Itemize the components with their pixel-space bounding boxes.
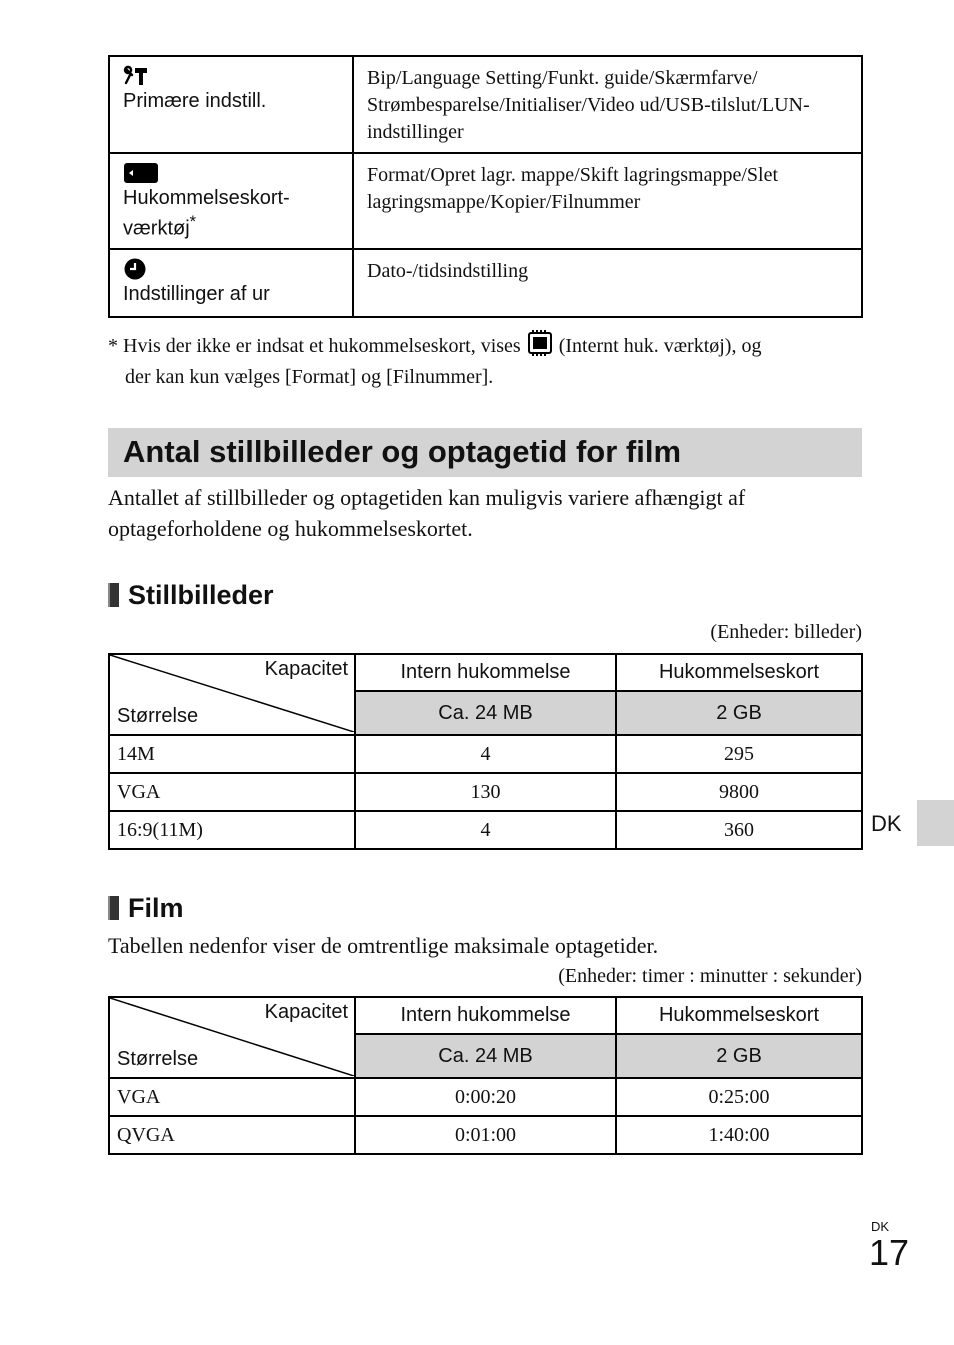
memory-card-icon [123,162,340,184]
table-header-row [109,997,862,1034]
corner-header-cell [109,654,355,735]
section-header-bar [108,428,862,477]
table-row [109,249,862,317]
table-row [109,1078,862,1116]
column-subheader-card: 2 GB [616,1034,862,1078]
column-header-card: Hukommelseskort [616,997,862,1034]
table-row [109,153,862,249]
film-units: (Enheder: timer : minutter : sekunder) [558,965,862,987]
section-title: Antal stillbilleder og optagetid for film [123,434,682,469]
column-header-internal: Intern hukommelse [355,654,616,691]
settings-category-cell [109,153,353,249]
column-subheader-card: 2 GB [616,691,862,735]
page-language-label: DK [871,1219,890,1234]
stills-units: (Enheder: billeder) [710,621,862,643]
card-cell: 295 [616,735,862,773]
internal-cell: 0:00:20 [355,1078,616,1116]
language-side-tab [917,800,954,846]
footnote-marker: * [189,212,197,231]
column-header-card: Hukommelseskort [616,654,862,691]
settings-category-cell [109,249,353,317]
heading-marker [108,583,119,607]
corner-top-label: Kapacitet [264,1001,348,1023]
column-subheader-internal: Ca. 24 MB [355,691,616,735]
heading-marker [108,896,119,920]
corner-header-cell [109,997,355,1078]
stills-heading [108,579,274,611]
stills-heading-text: Stillbilleder [128,580,274,610]
size-cell: QVGA [109,1116,355,1154]
internal-cell: 4 [355,735,616,773]
table-row [109,811,862,849]
internal-cell: 0:01:00 [355,1116,616,1154]
film-heading-text: Film [128,893,184,923]
settings-category-label: Hukommelseskort-værktøj [123,187,290,240]
internal-cell: 130 [355,773,616,811]
corner-top-label: Kapacitet [264,658,348,680]
footnote-text: * Hvis der ikke er indsat et hukommelseskort, vises [108,335,521,357]
card-cell: 0:25:00 [616,1078,862,1116]
card-cell: 360 [616,811,862,849]
settings-category-cell [109,56,353,153]
page-number: 17 [869,1232,910,1273]
footnote [108,330,868,391]
card-cell: 1:40:00 [616,1116,862,1154]
settings-category-label: Indstillinger af ur [123,283,270,305]
language-side-label: DK [871,811,902,836]
stills-capacity-table [108,653,863,850]
size-cell: VGA [109,1078,355,1116]
settings-menu-table [108,55,863,318]
settings-items-cell: Dato-/tidsindstilling [353,249,862,317]
internal-memory-icon [526,330,554,364]
film-heading [108,892,184,924]
size-cell: 16:9(11M) [109,811,355,849]
table-row [109,1116,862,1154]
size-cell: 14M [109,735,355,773]
table-header-row [109,654,862,691]
film-intro: Tabellen nedenfor viser de omtrentlige maksimale optagetider. [108,933,659,958]
card-cell: 9800 [616,773,862,811]
column-header-internal: Intern hukommelse [355,997,616,1034]
clock-icon [123,258,340,280]
footnote-line-2: der kan kun vælges [Format] og [Filnummer]. [125,366,494,388]
film-capacity-table [108,996,863,1155]
settings-items-cell: Bip/Language Setting/Funkt. guide/Skærmfarve/ Strømbesparelse/Initialiser/Video ud/USB-tilslut/LUN-indstillinger [353,56,862,153]
footnote-line-1 [108,330,868,364]
corner-bottom-label: Størrelse [117,705,199,727]
table-row [109,56,862,153]
footnote-text: (Internt huk. værktøj), og [558,335,762,357]
corner-bottom-label: Størrelse [117,1048,199,1070]
internal-cell: 4 [355,811,616,849]
wrench-hammer-icon [123,65,340,87]
table-row [109,773,862,811]
table-row [109,735,862,773]
settings-items-cell: Format/Opret lagr. mappe/Skift lagringsmappe/Slet lagringsmappe/Kopier/Filnummer [353,153,862,249]
column-subheader-internal: Ca. 24 MB [355,1034,616,1078]
size-cell: VGA [109,773,355,811]
section-intro: Antallet af stillbilleder og optagetiden kan muligvis variere afhængigt af optageforholdene og hukommelseskortet. [108,485,746,541]
settings-category-label: Primære indstill. [123,90,267,112]
